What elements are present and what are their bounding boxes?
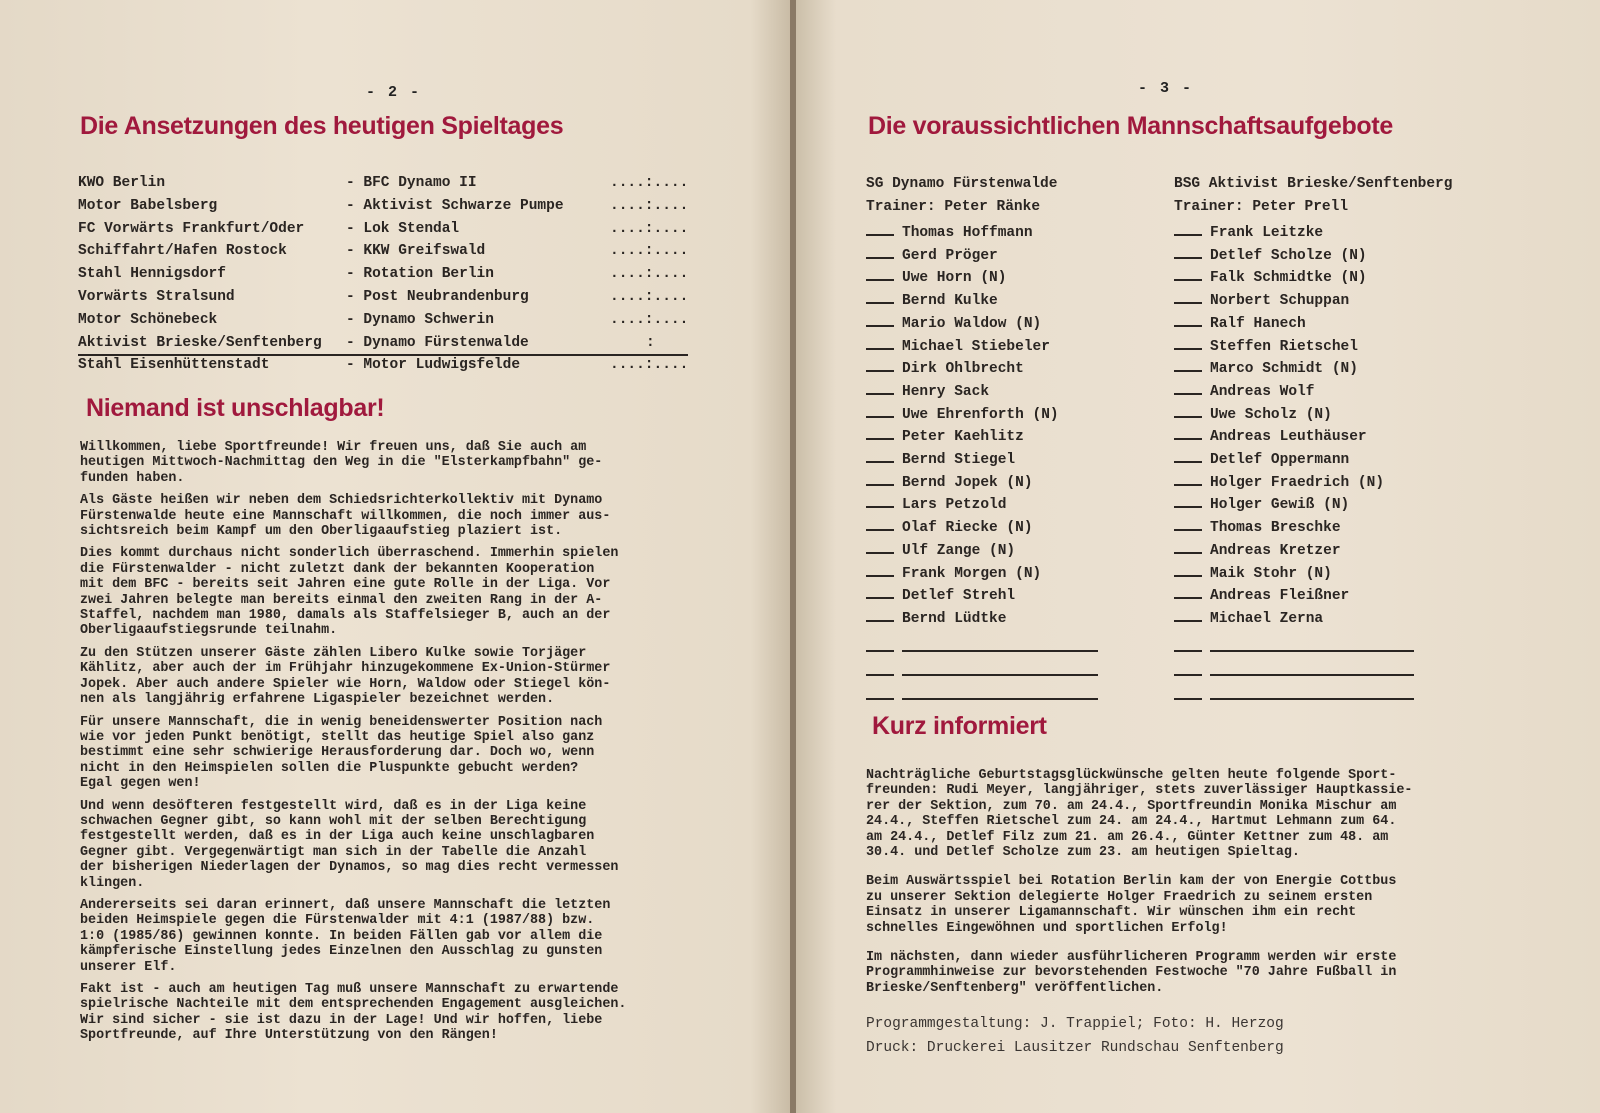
player-name: Bernd Jopek (N) [902, 475, 1033, 491]
player-row [866, 245, 998, 264]
player-row [866, 449, 1015, 468]
shirt-number-slot [866, 426, 894, 440]
player-name: Bernd Stiegel [902, 452, 1016, 468]
article-paragraph: Fakt ist - auch am heutigen Tag muß unsere Mannschaft zu erwartende spielrische Nachteile mit dem entsprechenden Engagement ausgleichen. Wir sind sicher - sie ist dazu in der Lage! Und wir hoffen, liebe Sportfreunde, auf Ihre Unterstützung von den Rängen! [80, 982, 627, 1044]
player-name: Michael Zerna [1210, 611, 1324, 627]
credit-design: Programmgestaltung: J. Trappiel; Foto: H. Herzog [866, 1016, 1284, 1032]
player-row [1174, 540, 1341, 559]
shirt-number-slot [1174, 449, 1202, 463]
player-row [866, 540, 1015, 559]
player-row [1174, 313, 1306, 332]
player-name: Frank Leitzke [1210, 225, 1324, 241]
player-row [866, 585, 1015, 604]
article-title: Niemand ist unschlagbar! [86, 394, 385, 422]
player-name: Andreas Fleißner [1210, 588, 1350, 604]
shirt-number-slot [866, 336, 894, 350]
blank-slot [866, 650, 894, 652]
page-number-left: - 2 - [366, 84, 422, 101]
article-paragraph: Zu den Stützen unserer Gäste zählen Libero Kulke sowie Torjäger Kählitz, aber auch der im Frühjahr hinzugekommene Ex-Union-Stürmer Jopek. Aber auch andere Spieler wie Horn, Waldow oder Stiegel kön- nen als langjährig erfahrene Ligaspieler bezeichnet werden. [80, 645, 611, 708]
blank-line [1210, 698, 1414, 700]
fixtures-title: Die Ansetzungen des heutigen Spieltages [80, 112, 564, 140]
player-row [1174, 608, 1323, 627]
shirt-number-slot [1174, 336, 1202, 350]
fixture-away: - Aktivist Schwarze Pumpe [346, 198, 564, 214]
player-row [1174, 585, 1349, 604]
shirt-number-slot [866, 585, 894, 599]
fixture-home: KWO Berlin [78, 175, 166, 191]
player-name: Henry Sack [902, 384, 990, 400]
article-paragraph: Und wenn desöfteren festgestellt wird, daß es in der Liga keine schwachen Gegner gibt, so kann wohl mit der selben Berechtigung festgestellt werden, daß es in der Liga auch keine unschlagbaren Gegner gibt. Vergegenwärtigt man sich in der Tabelle die Anzahl der bisherigen Niederlagen der Dynamos, so mag dies recht vermessen klingen. [80, 798, 619, 891]
player-name: Ulf Zange (N) [902, 543, 1016, 559]
fixture-result: ....:.... [610, 266, 689, 282]
fixture-underline [78, 354, 688, 356]
player-row [866, 494, 1006, 513]
player-name: Andreas Kretzer [1210, 543, 1341, 559]
blank-slot [866, 674, 894, 676]
shirt-number-slot [1174, 426, 1202, 440]
player-row [866, 313, 1041, 332]
news-paragraph: Im nächsten, dann wieder ausführlicheren Programm werden wir erste Programmhinweise zur bevorstehenden Festwoche "70 Jahre Fußball in Brieske/Senftenberg" veröffentlichen. [866, 950, 1397, 996]
shirt-number-slot [1174, 381, 1202, 395]
shirt-number-slot [1174, 494, 1202, 508]
shirt-number-slot [1174, 540, 1202, 554]
player-row [866, 563, 1041, 582]
player-name: Detlef Oppermann [1210, 452, 1350, 468]
shirt-number-slot [1174, 290, 1202, 304]
fixture-result: ....:.... [610, 243, 689, 259]
player-row [866, 472, 1033, 491]
player-name: Detlef Scholze (N) [1210, 248, 1367, 264]
shirt-number-slot [866, 245, 894, 259]
shirt-number-slot [1174, 245, 1202, 259]
fixture-away: - Lok Stendal [346, 221, 460, 237]
player-row [1174, 426, 1367, 445]
player-row [866, 381, 989, 400]
shirt-number-slot [866, 472, 894, 486]
player-row [866, 336, 1050, 355]
team-a-trainer: Trainer: Peter Ränke [866, 199, 1041, 215]
player-row [866, 517, 1033, 536]
article-paragraph: Andererseits sei daran erinnert, daß unsere Mannschaft die letzten beiden Heimspiele gegen die Fürstenwalder mit 4:1 (1987/88) bzw. 1:0 (1985/86) gewinnen konnte. In beiden Fällen gab vor allem die kämpferische Einstellung jedes Einzelnen den Ausschlag zu gunsten unserer Elf. [80, 897, 611, 975]
fixture-away: - Dynamo Schwerin [346, 312, 494, 328]
shirt-number-slot [866, 517, 894, 531]
team-a-name: SG Dynamo Fürstenwalde [866, 176, 1058, 192]
article-paragraph: Willkommen, liebe Sportfreunde! Wir freuen uns, daß Sie auch am heutigen Mittwoch-Nachmittag den Weg in die "Elsterkampfbahn" ge- funden haben. [80, 440, 603, 486]
fixture-result: : [646, 335, 655, 351]
fixture-home: Stahl Eisenhüttenstadt [78, 357, 270, 373]
fixture-away: - KKW Greifswald [346, 243, 486, 259]
fixture-away: - Rotation Berlin [346, 266, 494, 282]
shirt-number-slot [1174, 517, 1202, 531]
player-name: Thomas Hoffmann [902, 225, 1033, 241]
lineups-title: Die voraussichtlichen Mannschaftsaufgebote [868, 112, 1394, 140]
player-row [1174, 290, 1349, 309]
right-page [796, 0, 1600, 1113]
player-name: Norbert Schuppan [1210, 293, 1350, 309]
blank-line [902, 650, 1098, 652]
player-name: Frank Morgen (N) [902, 566, 1042, 582]
player-name: Holger Fraedrich (N) [1210, 475, 1385, 491]
player-row [1174, 267, 1367, 286]
fixture-home: Schiffahrt/Hafen Rostock [78, 243, 287, 259]
player-name: Ralf Hanech [1210, 316, 1306, 332]
news-title: Kurz informiert [872, 712, 1047, 740]
blank-line [902, 698, 1098, 700]
shirt-number-slot [866, 290, 894, 304]
player-name: Holger Gewiß (N) [1210, 497, 1350, 513]
player-name: Lars Petzold [902, 497, 1007, 513]
fixture-away: - Dynamo Fürstenwalde [346, 335, 529, 351]
shirt-number-slot [866, 404, 894, 418]
left-page [0, 0, 790, 1113]
team-b-name: BSG Aktivist Brieske/Senftenberg [1174, 176, 1453, 192]
fixture-home: Aktivist Brieske/Senftenberg [78, 335, 322, 351]
player-row [1174, 358, 1358, 377]
player-name: Dirk Ohlbrecht [902, 361, 1024, 377]
fixture-away: - Post Neubrandenburg [346, 289, 529, 305]
blank-line [1210, 674, 1414, 676]
player-row [866, 222, 1033, 241]
player-row [1174, 517, 1341, 536]
article-paragraph: Dies kommt durchaus nicht sonderlich überraschend. Immerhin spielen die Fürstenwalder - nicht zuletzt dank der bekannten Kooperation mit dem BFC - bereits seit Jahren eine gute Rolle in der Liga. Vor zwei Jahren belegte man bereits einmal den zweiten Rang in der A- Staffel, nachdem man 1980, damals als Staffelsieger B, auch an der Oberligaaufstiegsrunde teilnahm. [80, 546, 619, 639]
shirt-number-slot [866, 449, 894, 463]
player-row [866, 608, 1006, 627]
shirt-number-slot [1174, 267, 1202, 281]
player-name: Andreas Wolf [1210, 384, 1315, 400]
player-row [866, 290, 998, 309]
blank-slot [1174, 650, 1202, 652]
fixture-result: ....:.... [610, 289, 689, 305]
shirt-number-slot [866, 381, 894, 395]
player-row [1174, 472, 1384, 491]
credit-print: Druck: Druckerei Lausitzer Rundschau Senftenberg [866, 1040, 1284, 1056]
shirt-number-slot [1174, 563, 1202, 577]
shirt-number-slot [1174, 358, 1202, 372]
player-name: Mario Waldow (N) [902, 316, 1042, 332]
player-name: Gerd Pröger [902, 248, 998, 264]
player-name: Michael Stiebeler [902, 339, 1050, 355]
player-row [866, 267, 1006, 286]
blank-line [1210, 650, 1414, 652]
shirt-number-slot [866, 563, 894, 577]
article-paragraph: Für unsere Mannschaft, die in wenig beneidenswerter Position nach wie vor jeden Punkt benötigt, stellt das heutige Spiel also ganz bestimmt eine sehr schwierige Herausforderung dar. Doch wo, wenn nicht in den Heimspielen sollen die Pluspunkte gebucht werden? Egal gegen wen! [80, 714, 603, 792]
fixture-home: Vorwärts Stralsund [78, 289, 235, 305]
shirt-number-slot [866, 267, 894, 281]
blank-slot [1174, 698, 1202, 700]
shirt-number-slot [866, 608, 894, 622]
player-name: Bernd Lüdtke [902, 611, 1007, 627]
news-paragraph: Nachträgliche Geburtstagsglückwünsche gelten heute folgende Sport- freunden: Rudi Meyer, langjähriger, stets zuverlässiger Hauptkassie- rer der Sektion, zum 70. am 24.4., Sportfreundin Monika Mischur am 24.4., Steffen Rietschel zum 24. am 24.4., Hartmut Lehmann zum 64. am 24.4., Detlef Filz zum 21. am 26.4., Günter Kettner zum 48. am 30.4. und Detlef Scholze zum 23. am heutigen Spieltag. [866, 768, 1413, 861]
player-row [1174, 245, 1367, 264]
player-name: Uwe Horn (N) [902, 270, 1007, 286]
shirt-number-slot [1174, 585, 1202, 599]
shirt-number-slot [866, 313, 894, 327]
shirt-number-slot [1174, 608, 1202, 622]
shirt-number-slot [1174, 222, 1202, 236]
player-row [866, 358, 1024, 377]
player-name: Olaf Riecke (N) [902, 520, 1033, 536]
shirt-number-slot [1174, 472, 1202, 486]
fixture-result: ....:.... [610, 312, 689, 328]
player-row [1174, 563, 1332, 582]
news-paragraph: Beim Auswärtsspiel bei Rotation Berlin kam der von Energie Cottbus zu unserer Sektion delegierte Holger Fraedrich zu seinem ersten Einsatz in unserer Ligamannschaft. Wir wünschen ihm ein recht schnelles Eingewöhnen und sportlichen Erfolg! [866, 874, 1397, 936]
blank-line [902, 674, 1098, 676]
fixture-home: Motor Babelsberg [78, 198, 218, 214]
shirt-number-slot [1174, 313, 1202, 327]
player-name: Detlef Strehl [902, 588, 1016, 604]
news-body [866, 768, 1566, 1003]
blank-slot [866, 698, 894, 700]
player-name: Uwe Scholz (N) [1210, 407, 1332, 423]
fixture-home: FC Vorwärts Frankfurt/Oder [78, 221, 305, 237]
shirt-number-slot [866, 222, 894, 236]
player-name: Peter Kaehlitz [902, 429, 1024, 445]
player-row [1174, 381, 1314, 400]
fixture-away: - BFC Dynamo II [346, 175, 477, 191]
shirt-number-slot [866, 540, 894, 554]
shirt-number-slot [1174, 404, 1202, 418]
fixture-home: Stahl Hennigsdorf [78, 266, 226, 282]
player-name: Marco Schmidt (N) [1210, 361, 1358, 377]
page-number-right: - 3 - [1138, 80, 1194, 97]
player-name: Uwe Ehrenforth (N) [902, 407, 1059, 423]
player-row [866, 404, 1059, 423]
player-row [1174, 404, 1332, 423]
player-row [866, 426, 1024, 445]
fixture-result: ....:.... [610, 175, 689, 191]
fixture-result: ....:.... [610, 357, 689, 373]
fixture-result: ....:.... [610, 198, 689, 214]
player-row [1174, 449, 1349, 468]
fixture-home: Motor Schönebeck [78, 312, 218, 328]
article-body [80, 440, 760, 1051]
player-name: Andreas Leuthäuser [1210, 429, 1367, 445]
player-name: Falk Schmidtke (N) [1210, 270, 1367, 286]
team-b-trainer: Trainer: Peter Prell [1174, 199, 1349, 215]
player-name: Maik Stohr (N) [1210, 566, 1332, 582]
player-row [1174, 494, 1349, 513]
player-row [1174, 336, 1358, 355]
player-name: Bernd Kulke [902, 293, 998, 309]
shirt-number-slot [866, 358, 894, 372]
player-name: Thomas Breschke [1210, 520, 1341, 536]
shirt-number-slot [866, 494, 894, 508]
fixture-result: ....:.... [610, 221, 689, 237]
blank-slot [1174, 674, 1202, 676]
article-paragraph: Als Gäste heißen wir neben dem Schiedsrichterkollektiv mit Dynamo Fürstenwalde heute eine Mannschaft willkommen, die noch immer aus- sichtsreich beim Kampf um den Oberligaaufstieg plaziert ist. [80, 493, 611, 540]
player-row [1174, 222, 1323, 241]
fixture-away: - Motor Ludwigsfelde [346, 357, 521, 373]
player-name: Steffen Rietschel [1210, 339, 1358, 355]
